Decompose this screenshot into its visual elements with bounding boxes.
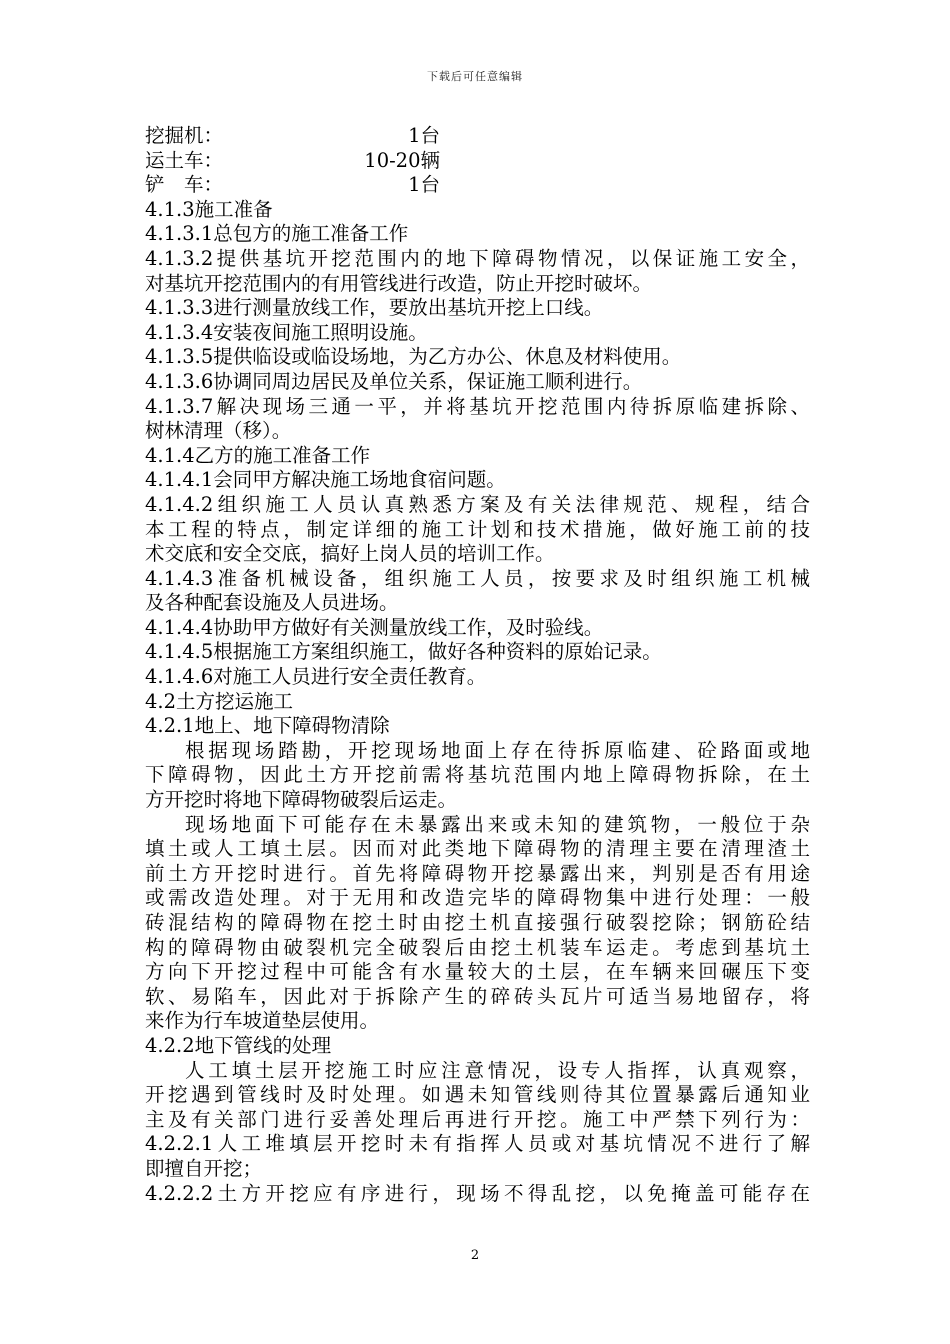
- equipment-name: 挖掘机：: [145, 124, 224, 147]
- text-line: 4.1.4.4协助甲方做好有关测量放线工作，及时验线。: [145, 615, 604, 639]
- text-line: 对基坑开挖范围内的有用管线进行改造，防止开挖时破坏。: [145, 271, 653, 295]
- text-line: 4.1.4.3准备机械设备，组织施工人员，按要求及时组织施工机械: [145, 566, 810, 590]
- text-line: 或需改造处理。对于无用和改造完毕的障碍物集中进行处理：一般: [145, 886, 810, 910]
- page-number: 2: [470, 1248, 480, 1263]
- text-line: 即擅自开挖；: [145, 1156, 263, 1180]
- equipment-name: 铲 车：: [145, 173, 224, 197]
- equipment-row: [145, 124, 810, 149]
- text-line: 4.1.3.7解决现场三通一平，并将基坑开挖范围内待拆原临建拆除、: [145, 394, 810, 418]
- text-line: 4.1.4.6对施工人员进行安全责任教育。: [145, 665, 487, 689]
- equipment-qty: 1台: [408, 173, 440, 197]
- text-line: 4.1.3.4安装夜间施工照明设施。: [145, 320, 428, 344]
- text-line: 4.1.4.5根据施工方案组织施工，做好各种资料的原始记录。: [145, 640, 662, 664]
- equipment-qty: 10-20辆: [364, 148, 440, 172]
- text-line: 下障碍物，因此土方开挖前需将基坑范围内地上障碍物拆除，在土: [145, 763, 810, 787]
- text-line: 4.1.3.3进行测量放线工作，要放出基坑开挖上口线。: [145, 296, 604, 320]
- text-line: 前土方开挖时进行。首先将障碍物开挖暴露出来，判别是否有用途: [145, 861, 810, 885]
- text-line: 软、易陷车，因此对于拆除产生的碎砖头瓦片可适当易地留存，将: [145, 984, 810, 1008]
- text-line: 4.2土方挖运施工: [145, 689, 294, 713]
- equipment-qty: 1台: [408, 124, 440, 147]
- text-line: 砖混结构的障碍物在挖土时由挖土机直接强行破裂挖除；钢筋砼结: [145, 911, 810, 934]
- text-lines: [145, 198, 810, 1206]
- text-line: 方开挖时将地下障碍物破裂后运走。: [145, 788, 458, 812]
- text-line: 方向下开挖过程中可能含有水量较大的土层，在车辆来回碾压下变: [145, 960, 810, 984]
- text-line: 4.1.3.5提供临设或临设场地，为乙方办公、休息及材料使用。: [145, 345, 682, 369]
- equipment-row: [145, 173, 810, 198]
- text-line: 4.2.2地下管线的处理: [145, 1033, 332, 1057]
- text-line: 根据现场踏勘，开挖现场地面上存在待拆原临建、砼路面或地: [185, 738, 810, 762]
- text-line: 4.2.2.2土方开挖应有序进行，现场不得乱挖，以免掩盖可能存在: [145, 1181, 810, 1205]
- text-line: 人工填土层开挖施工时应注意情况，设专人指挥，认真观察，: [185, 1058, 810, 1082]
- text-line: 构的障碍物由破裂机完全破裂后由挖土机装车运走。考虑到基坑土: [145, 935, 810, 959]
- text-line: 本工程的特点，制定详细的施工计划和技术措施，做好施工前的技: [145, 517, 810, 541]
- text-line: 来作为行车坡道垫层使用。: [145, 1009, 380, 1033]
- text-line: 术交底和安全交底，搞好上岗人员的培训工作。: [145, 542, 555, 566]
- text-line: 4.1.4乙方的施工准备工作: [145, 443, 371, 467]
- text-line: 4.1.4.2组织施工人员认真熟悉方案及有关法律规范、规程，结合: [145, 492, 810, 516]
- text-line: 4.1.3施工准备: [145, 197, 273, 221]
- text-line: 及各种配套设施及人员进场。: [145, 591, 399, 615]
- document-body: [145, 124, 810, 1206]
- text-line: 4.2.2.1人工堆填层开挖时未有指挥人员或对基坑情况不进行了解: [145, 1132, 810, 1156]
- text-line: 4.1.3.6协调同周边居民及单位关系，保证施工顺利进行。: [145, 369, 643, 393]
- text-line: 主及有关部门进行妥善处理后再进行开挖。施工中严禁下列行为：: [145, 1107, 810, 1131]
- text-line: 4.1.4.1会同甲方解决施工场地食宿问题。: [145, 468, 506, 492]
- page-header: 下载后可任意编辑: [427, 70, 523, 83]
- text-line: 现场地面下可能存在未暴露出来或未知的建筑物，一般位于杂: [185, 812, 810, 836]
- equipment-row: [145, 149, 810, 174]
- text-line: 树林清理（移）。: [145, 419, 292, 443]
- text-line: 填土或人工填土层。因而对此类地下障碍物的清理主要在清理渣土: [145, 837, 810, 861]
- text-line: 4.1.3.2提供基坑开挖范围内的地下障碍物情况，以保证施工安全，: [145, 246, 810, 270]
- text-line: 开挖遇到管线时及时处理。如遇未知管线则待其位置暴露后通知业: [145, 1083, 810, 1107]
- text-line: 4.1.3.1总包方的施工准备工作: [145, 222, 409, 246]
- equipment-name: 运土车：: [145, 148, 224, 172]
- text-line: 4.2.1地上、地下障碍物清除: [145, 714, 390, 738]
